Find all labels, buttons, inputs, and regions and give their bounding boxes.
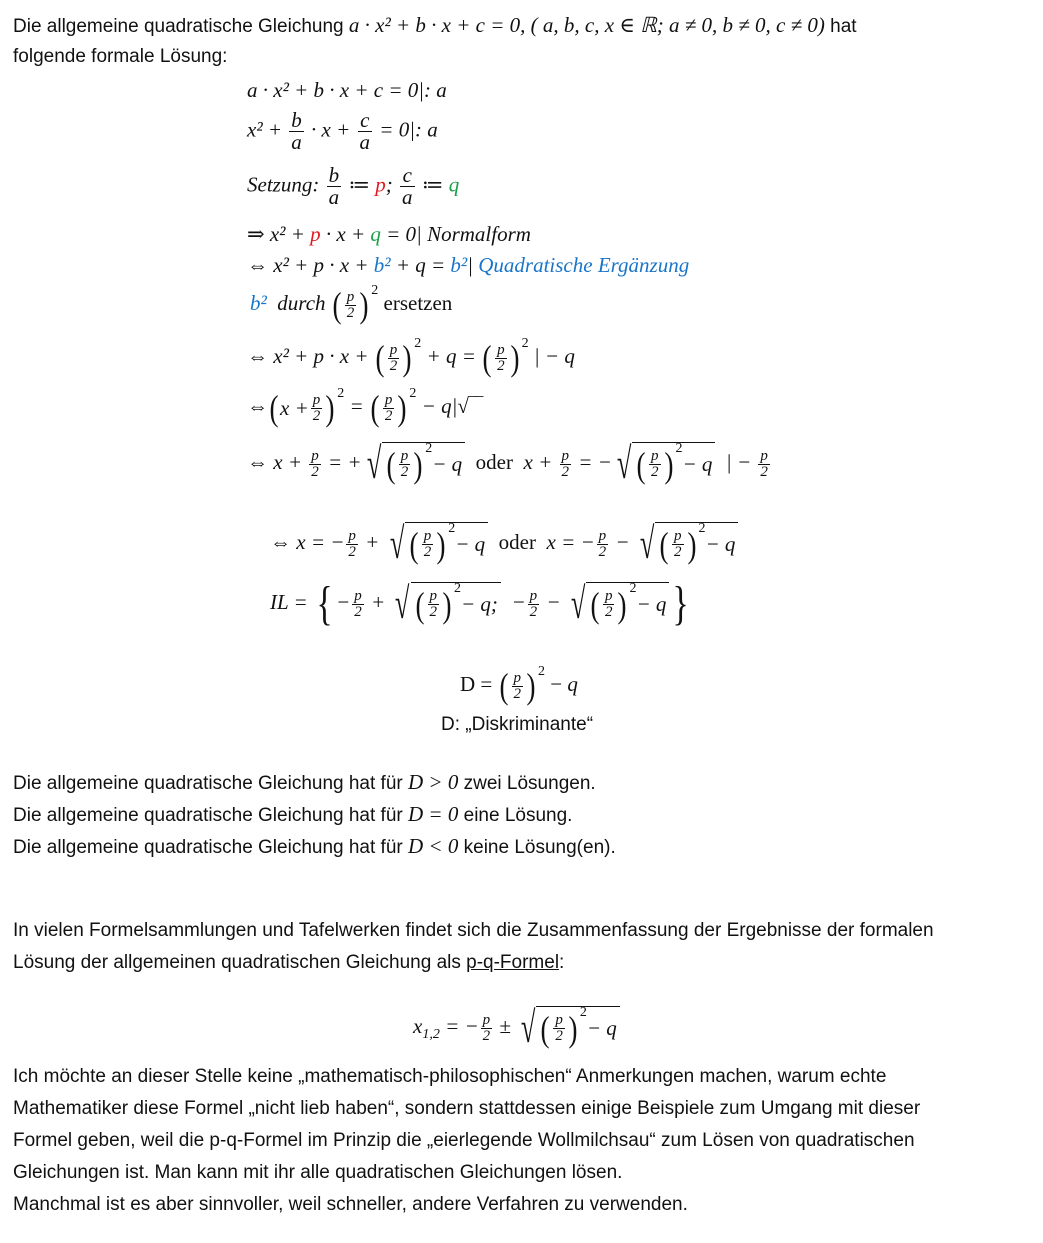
case-negative-end: keine Lösung(en). [458, 837, 616, 858]
intro-text-start: Die allgemeine quadratische Gleichung [13, 16, 349, 37]
step-5-label: Quadratische Ergänzung [478, 253, 690, 277]
step-6-end: ersetzen [383, 290, 453, 315]
step-5-b2-right: b² [450, 253, 468, 277]
summary-line-2-start: Lösung der allgemeinen quadratischen Gleichung als [13, 952, 467, 973]
step-2-end: = 0|: a [379, 117, 438, 142]
summary-line-2 [13, 947, 564, 979]
derivation-step-9: ⇔ x + $\frac{p}{2}$ = + √ ( $\frac{p}{2}$ ) 2 − q oder x + $\frac{p}{2}$ = − √ ( $\frac{p}{2}$ ) 2 − q | − $\frac{p}{2}$ [247, 439, 768, 488]
setzung-label: Setzung: [247, 172, 320, 197]
closing-line-5: Manchmal ist es aber sinnvoller, weil schneller, andere Verfahren zu verwenden. [13, 1194, 688, 1215]
case-positive-cond: D > 0 [408, 770, 459, 794]
derivation-step-8: ⇔ ( x + $\frac{p}{2}$ ) $^2$ = ( $\frac{p}{2}$ ) $^2$ − q|√‾‾ [247, 385, 483, 428]
step-5-sep: | [467, 253, 479, 277]
step-6-word: durch [277, 290, 326, 315]
step-4-end: = 0| Normalform [380, 222, 531, 246]
derivation-step-2: x² + $\frac{b}{a}$ · x + $\frac{c}{a}$ = 0|: a [247, 108, 438, 154]
case-zero-start: Die allgemeine quadratische Gleichung hat für [13, 805, 409, 826]
discriminant-formula: D = ( $\frac{p}{2}$ ) $^2$ − q [460, 663, 578, 706]
derivation-step-4 [247, 222, 531, 247]
summary-line-2-end: : [559, 952, 565, 973]
case-positive-end: zwei Lösungen. [458, 773, 596, 794]
step-5-mid: + q = [390, 253, 451, 277]
closing-line-1: Ich möchte an dieser Stelle keine „mathematisch-philosophischen“ Anmerkungen machen, warum echte [13, 1066, 887, 1087]
derivation-step-3: Setzung: $\frac{b}{a}$ ≔ p; $\frac{c}{a}$ ≔ q [247, 163, 460, 209]
step-4-prefix: ⇒ x² + [247, 222, 311, 246]
pq-formula-link[interactable]: p-q-Formel [466, 952, 560, 973]
intro-text-end: hat [824, 16, 857, 37]
closing-line-4: Gleichungen ist. Man kann mit ihr alle quadratischen Gleichungen lösen. [13, 1162, 623, 1183]
pq-formula: $x_{1,2}$ = − $\frac{p}{2}$ ± √ ( $\frac{p}{2}$ ) 2 − q [413, 1006, 620, 1050]
summary-line-1: In vielen Formelsammlungen und Tafelwerken findet sich die Zusammenfassung der Ergebnisse der formalen [13, 920, 934, 941]
case-zero [13, 798, 572, 832]
derivation-step-6: b² durch ( $\frac{p}{2}$ ) $^2$ ersetzen [250, 282, 453, 325]
step-4-mid: · x + [320, 222, 371, 246]
case-zero-end: eine Lösung. [458, 805, 573, 826]
case-zero-cond: D = 0 [408, 802, 459, 826]
case-positive [13, 766, 596, 800]
intro-line-2: folgende formale Lösung: [13, 46, 228, 67]
derivation-step-7: ⇔ x² + p · x + ( $\frac{p}{2}$ ) $^2$ + q = ( $\frac{p}{2}$ ) $^2$ | − q [247, 335, 575, 378]
solution-set: IL = { − $\frac{p}{2}$ + √ ( $\frac{p}{2}$ ) 2 − q; − $\frac{p}{2}$ − √ ( $\frac{p}{2}$ ) 2 − q } [270, 577, 689, 630]
intro-formula: a · x² + b · x + c = 0, ( a, b, c, x ∈ ℝ; a ≠ 0, b ≠ 0, c ≠ 0) [348, 13, 825, 37]
derivation-step-10: ⇔ x = − $\frac{p}{2}$ + √ ( $\frac{p}{2}$ ) 2 − q oder x = − $\frac{p}{2}$ − √ ( $\frac{p}{2}$ ) 2 − q [270, 522, 738, 566]
step-4-q: q [370, 222, 381, 246]
step-5-b2: b² [373, 253, 391, 277]
case-negative-start: Die allgemeine quadratische Gleichung hat für [13, 837, 409, 858]
closing-line-2: Mathematiker diese Formel „nicht lieb haben“, sondern stattdessen einige Beispiele zum Umgang mit dieser [13, 1098, 921, 1119]
step-6-b2: b² [250, 290, 267, 315]
intro-line-1 [13, 9, 857, 43]
derivation-step-1: a · x² + b · x + c = 0|: a [247, 78, 447, 102]
closing-line-3: Formel geben, weil die p-q-Formel im Prinzip die „eierlegende Wollmilchsau“ zum Lösen von quadratischen [13, 1130, 915, 1151]
step-5-prefix: ⇔ x² + p · x + [247, 253, 374, 277]
derivation-step-5 [247, 253, 689, 278]
discriminant-label: D: „Diskriminante“ [441, 714, 594, 735]
case-negative-cond: D < 0 [408, 834, 459, 858]
case-positive-start: Die allgemeine quadratische Gleichung hat für [13, 773, 409, 794]
case-negative [13, 830, 616, 864]
step-4-p: p [310, 222, 321, 246]
